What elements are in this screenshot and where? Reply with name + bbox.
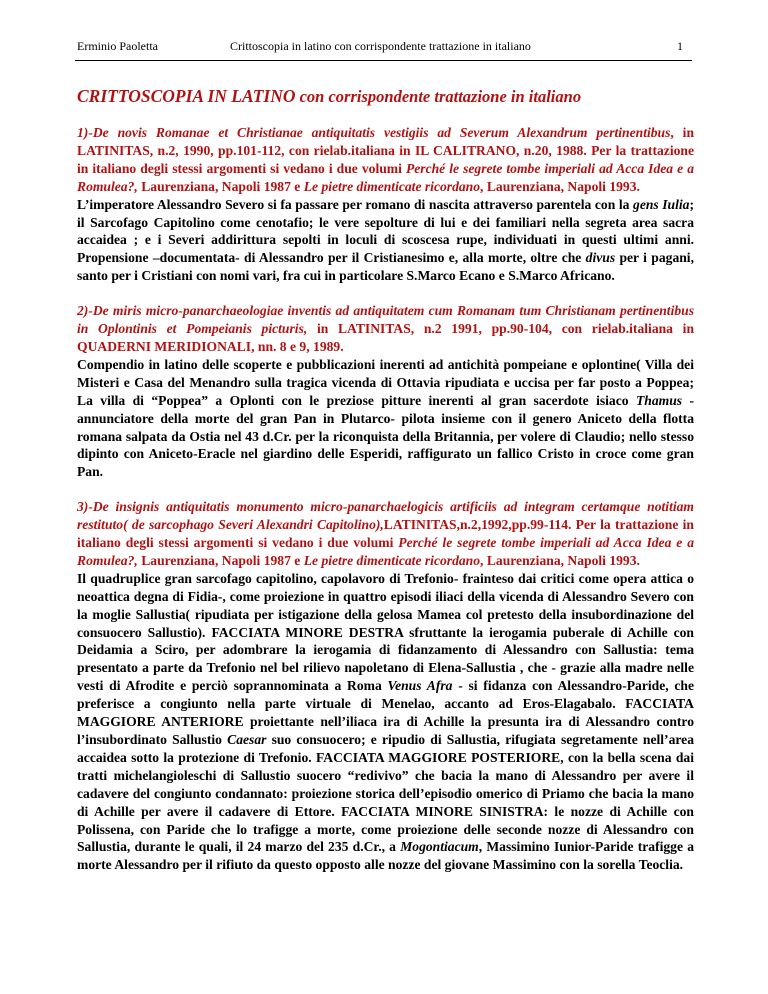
- document-title-rest: con corrispondente trattazione in italiano: [295, 87, 582, 106]
- entry-3-book-1: Perché le segrete tombe imperiali ad Acca Idea e a Romulea?,: [77, 535, 695, 568]
- entry-1-desc-italic: gens Iulia: [633, 196, 690, 212]
- entry-1-desc-part: L’imperatore Alessandro Severo si fa passare per romano di nascita attraverso parentela con la: [77, 196, 634, 212]
- entry-1-note-c: , Laurenziana, Napoli 1993.: [480, 178, 640, 194]
- entry-2: [77, 302, 694, 481]
- entry-2-desc-part: -annunciatore della morte del gran Pan in Plutarco- pilota insieme con il genero Aniceto della flotta romana salpata da Ostia nel 43 d.Cr. per la riconquista della Britannia, per volere di Claudio; nello stesso dipinto con Aniceto-Eracle nel giardino delle Esperidi, raffigurato un fallico Cristo in croce come gran Pan.: [77, 392, 694, 480]
- entry-1-note-b: Laurenziana, Napoli 1987 e: [137, 178, 304, 194]
- entry-1-desc-italic: divus: [585, 250, 616, 266]
- entry-3-desc-italic: Caesar: [227, 732, 267, 747]
- entry-2-description: [77, 356, 694, 481]
- entry-3-desc-italic: Mogontiacum: [400, 839, 479, 855]
- header-page-number: 1: [677, 39, 683, 53]
- entry-1-number: 1)-: [77, 125, 93, 140]
- entry-1-heading: [77, 124, 694, 196]
- entry-3-desc-italic: Venus Afra: [387, 678, 453, 694]
- header-running-title: Crittoscopia in latino con corrispondente trattazione in italiano: [230, 39, 531, 53]
- entry-2-desc-italic: Thamus: [635, 392, 683, 408]
- entry-3-note-b: Laurenziana, Napoli 1987 e: [137, 552, 304, 568]
- entry-1-desc-part: per i pagani, santo per i Cristiani con nomi vari, fra cui in particolare S.Marco Ecano e S.Marco Africano.: [77, 250, 694, 284]
- document-title-main: CRITTOSCOPIA IN LATINO: [77, 86, 296, 106]
- entry-3-description: [77, 570, 694, 874]
- entry-3-publication: LATINITAS,n.2,1992,pp.99-114.: [383, 517, 572, 533]
- document-body: [77, 124, 694, 891]
- entry-3-latin-title: De insignis antiquitatis monumento micro-panarchaelogicis artificiis ad integram certamque notitiam restituto( de sarcophago Severi Alexandri Capitolino),: [77, 499, 694, 533]
- header-author: Erminio Paoletta: [77, 39, 158, 53]
- entry-3-desc-part: Il quadruplice gran sarcofago capitolino, capolavoro di Trefonio- frainteso dai critici come opera attica o neoattica degna di Fidia-, come proiezione in quattro episodi iliaci della vicenda di Alessandro Severo con la moglie Sallustia( ripudiata per istigazione della gelosa Mamea col pretesto della insubordinazione del consuocero Sallustio). FACCIATA MINORE DESTRA sfruttante la ierogamia puberale di Achille con Deidamia a Sciro, per adombrare la ierogamia di fidanzamento di Alessandro con Sallustia: tema presentato a parte da Trefonio nel bel rilievo napoletano di Elena-Sallustia , che - grazie alla madre nelle vesti di Afrodite e perciò soprannominata a Roma: [77, 570, 694, 694]
- entry-3-note-a: Per la trattazione in italiano degli stessi argomenti si vedano i due volumi: [77, 517, 694, 551]
- entry-3-desc-part: suo consuocero; e ripudio di Sallustia, rifugiata segretamente nell’area accaidea sotto la protezione di Trefonio. FACCIATA MAGGIORE POSTERIORE, con la bella scena dai tratti michelangioleschi di Sallustio suocero “redivivo” che bacia la mano di Alessandro per avere il cadavere del congiunto condannato: proiezione storica dell’episodio omerico di Priamo che bacia la mano di Achille per avere il cadavere di Ettore. FACCIATA MINORE SINISTRA: le nozze di Achille con Polissena, con Paride che lo trafigge a morte, come proiezione delle seconde nozze di Alessandro con Sallustia, durante le quali, il 24 marzo del 235 d.Cr., a: [77, 732, 694, 855]
- entry-3-desc-part: - si fidanza con Alessandro-Paride, che preferisce a congiunto nella parte virtuale di Menelao, accanto ad Eros-Elagabalo. FACCIATA MAGGIORE ANTERIORE proiettante nell’iliaca ira di Achille la presunta ira di Alessandro contro l’insubordinato Sallustio: [77, 678, 694, 747]
- entry-2-desc-part: Compendio in latino delle scoperte e pubblicazioni inerenti ad antichità pompeiane e oplontine( Villa dei Misteri e Casa del Menandro sulla tragica vicenda di Ottavia ripudiata e uccisa per far posto a Poppea; La villa di “Poppea” a Oplonti con le preziose pitture inerenti al gran sacerdote isiaco: [77, 356, 694, 408]
- entry-3-book-2: Le pietre dimenticate ricordano: [303, 552, 481, 568]
- entry-1-desc-part: ; il Sarcofago Capitolino come cenotafio; le vere sepolture di lui e dei familiari nella segreta area sacra accaidea ; e i Severi addirittura sepolti in loculi di scoscesa rupe, individuati in questi ultimi anni. Propensione –documentata- di Alessandro per il Cristianesimo e, alla morte, oltre che: [77, 196, 695, 266]
- entry-3-heading: [77, 498, 694, 570]
- entry-1-book-2: Le pietre dimenticate ricordano: [303, 178, 481, 194]
- header-rule: [75, 60, 692, 61]
- entry-3-desc-part: , Massimino Iunior-Paride trafigge a morte Alessandro per il rifiuto da questo opposto alle nozze del giovane Massimino con la sorella Teoclia.: [77, 839, 694, 873]
- entry-3-number: 3)-: [77, 499, 93, 515]
- entry-2-publication: in LATINITAS, n.2 1991, pp.90-104, con rielab.italiana in QUADERNI MERIDIONALI, nn. 8 e 9, 1989.: [77, 321, 694, 354]
- entry-1-note-a: Per la trattazione in italiano degli stessi argomenti si vedano i due volumi: [77, 142, 694, 176]
- document-title: [77, 86, 697, 107]
- entry-1: [77, 124, 694, 285]
- entry-3-note-c: , Laurenziana, Napoli 1993.: [480, 552, 640, 568]
- entry-2-heading: [77, 302, 694, 356]
- entry-1-book-1: Perché le segrete tombe imperiali ad Acca Idea e a Romulea?,: [77, 160, 695, 194]
- entry-2-number: 2)-: [77, 303, 93, 319]
- entry-1-description: [77, 196, 694, 286]
- entry-1-publication: , in LATINITAS, n.2, 1990, pp.101-112, con rielab.italiana in IL CALITRANO, n.20, 1988.: [77, 125, 695, 158]
- entry-1-latin-title: De novis Romanae et Christianae antiquitatis vestigiis ad Severum Alexandrum pertinentibus: [92, 125, 671, 140]
- entry-3: [77, 498, 694, 874]
- entry-2-latin-title: De miris micro-panarchaeologiae inventis ad antiquitatem cum Romanam tum Christianam pertinentibus in Oplontinis et Pompeianis picturis,: [77, 303, 694, 337]
